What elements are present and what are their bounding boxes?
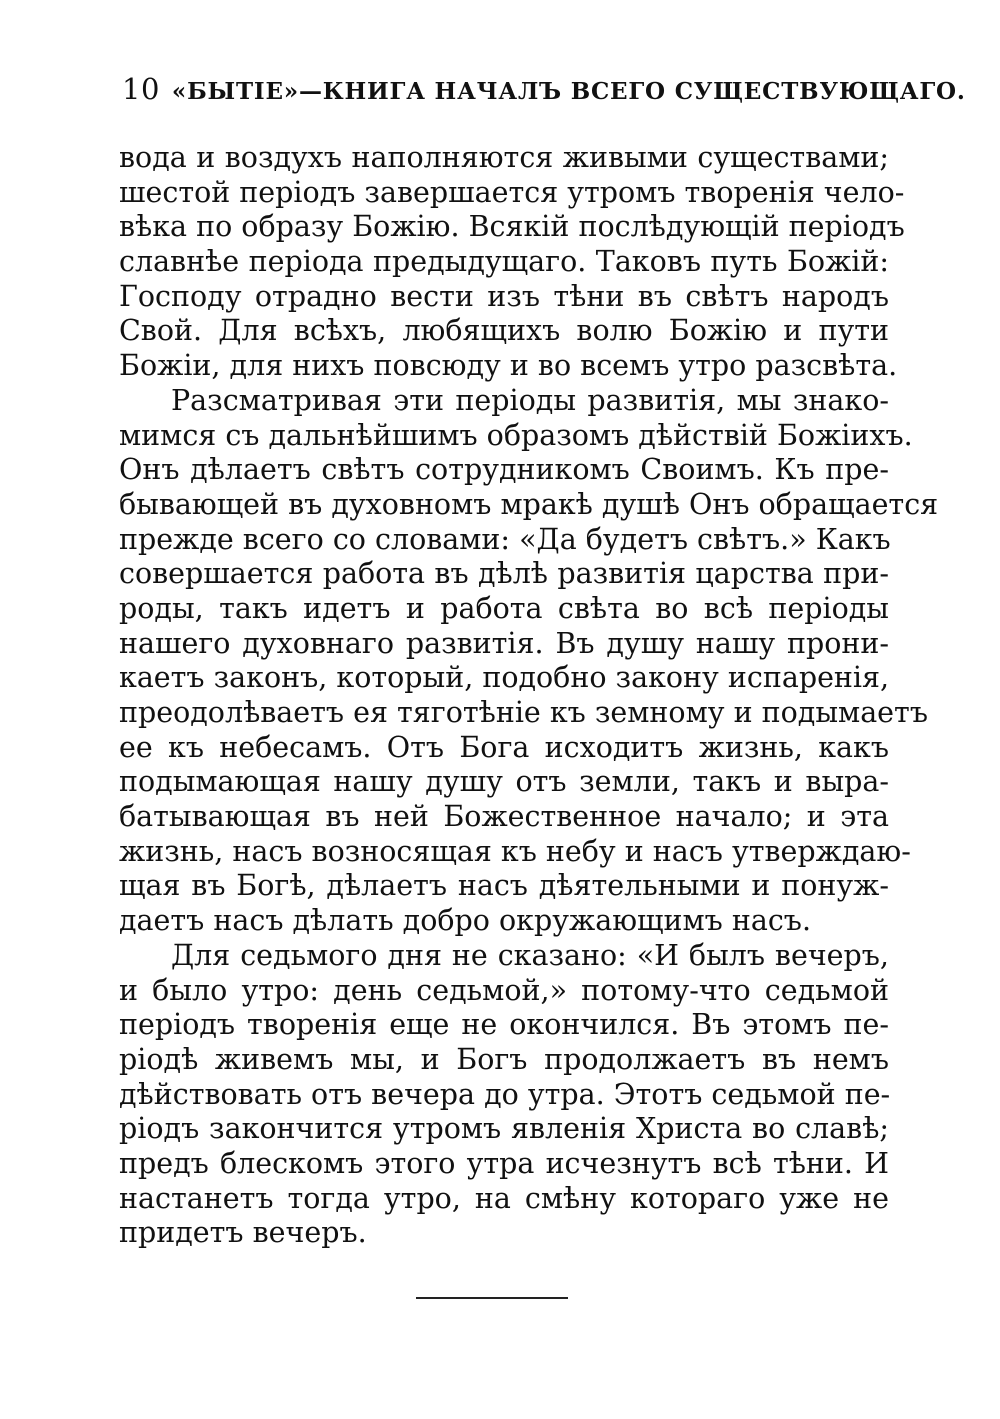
text-line: совершается работа въ дѣлѣ развитія царства при-: [119, 557, 889, 591]
text-line: батывающая въ ней Божественное начало; и эта: [119, 800, 889, 834]
text-line: славнѣе періода предыдущаго. Таковъ путь Божій:: [119, 245, 889, 279]
text-line: щая въ Богѣ, дѣлаетъ насъ дѣятельными и понуж-: [119, 869, 889, 903]
text-line: прежде всего со словами: «Да будетъ свѣтъ.» Какъ: [119, 522, 891, 556]
text-line: роды, такъ идетъ и работа свѣта во всѣ періоды: [119, 591, 889, 625]
text-line: предъ блескомъ этого утра исчезнутъ всѣ тѣни. И: [119, 1146, 889, 1180]
text-line: нашего духовнаго развитія. Въ душу нашу прони-: [119, 626, 889, 660]
text-line: Свой. Для всѣхъ, любящихъ волю Божію и пути: [119, 314, 889, 348]
text-line: ріодъ закончится утромъ явленія Христа во славѣ;: [119, 1112, 889, 1146]
page-number: 10: [122, 72, 160, 106]
text-line: даетъ насъ дѣлать добро окружающимъ насъ.: [119, 904, 812, 938]
text-line: мимся съ дальнѣйшимъ образомъ дѣйствій Божіихъ.: [119, 418, 913, 452]
text-line: настанетъ тогда утро, на смѣну котораго уже не: [119, 1181, 889, 1215]
text-line: вѣка по образу Божію. Всякій послѣдующій періодъ: [119, 210, 905, 244]
body-text: [119, 141, 939, 1251]
text-line: бывающей въ духовномъ мракѣ душѣ Онъ обращается: [119, 487, 939, 521]
text-line: подымающая нашу душу отъ земли, такъ и выра-: [119, 765, 889, 799]
end-rule-divider: [416, 1297, 568, 1299]
text-line: Разсматривая эти періоды развитія, мы знако-: [171, 383, 889, 417]
text-line: вода и воздухъ наполняются живыми существами;: [119, 141, 889, 174]
text-line: ее къ небесамъ. Отъ Бога исходитъ жизнь, какъ: [119, 730, 889, 764]
text-line: преодолѣваетъ ея тяготѣніе къ земному и подымаетъ: [119, 696, 928, 729]
text-line: шестой періодъ завершается утромъ творенія чело-: [119, 175, 905, 209]
text-line: Божіи, для нихъ повсюду и во всемъ утро разсвѣта.: [119, 349, 898, 383]
text-line: ріодѣ живемъ мы, и Богъ продолжаетъ въ немъ: [119, 1042, 889, 1076]
text-line: жизнь, насъ возносящая къ небу и насъ утверждаю-: [119, 834, 911, 868]
text-line: дѣйствовать отъ вечера до утра. Этотъ седьмой пе-: [119, 1077, 891, 1111]
text-line: періодъ творенія еще не окончился. Въ этомъ пе-: [119, 1008, 889, 1042]
text-line: Господу отрадно вести изъ тѣни въ свѣтъ народъ: [119, 279, 889, 313]
text-line: Онъ дѣлаетъ свѣтъ сотрудникомъ Своимъ. Къ пре-: [119, 453, 889, 487]
text-line: Для седьмого дня не сказано: «И былъ вечеръ,: [171, 938, 889, 972]
text-line: придетъ вечеръ.: [119, 1216, 367, 1250]
running-header: [122, 72, 966, 106]
text-line: и было утро: день седьмой,» потому-что седьмой: [119, 973, 889, 1007]
running-title: «БЫТІЕ»—КНИГА НАЧАЛЪ ВСЕГО СУЩЕСТВУЮЩАГО.: [171, 78, 966, 105]
text-line: каетъ законъ, который, подобно закону испаренія,: [119, 661, 890, 695]
